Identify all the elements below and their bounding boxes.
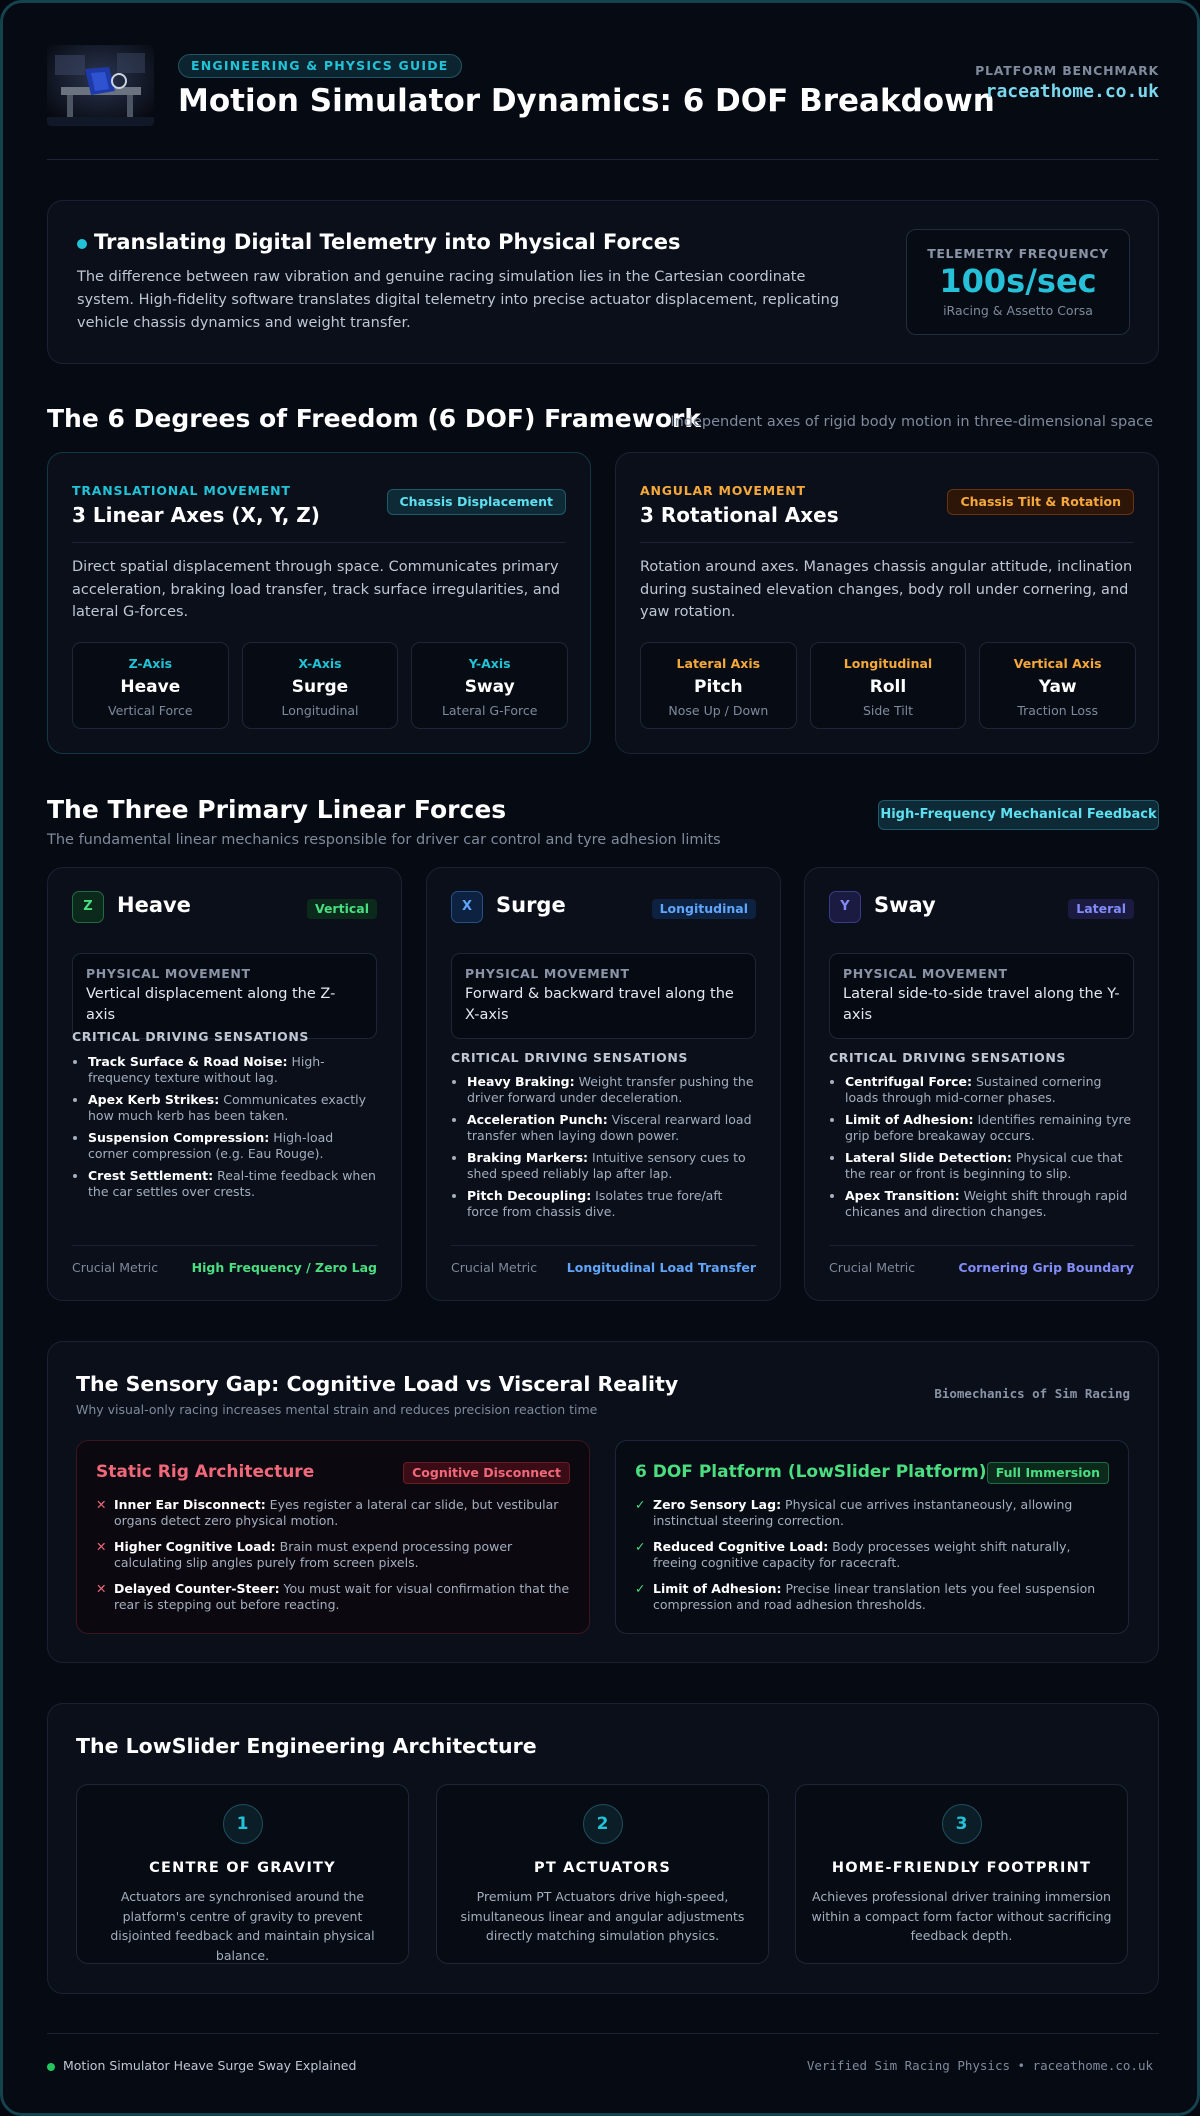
footer-right-text: Verified Sim Racing Physics • raceathome.co.uk xyxy=(806,2058,1153,2073)
axis-desc: Side Tilt xyxy=(862,703,914,718)
item-text: Physical cue arrives instantaneously, allowing instinctual steering correction. xyxy=(653,1497,1073,1528)
metric-label: Crucial Metric xyxy=(72,1260,159,1275)
list-item xyxy=(467,1112,756,1144)
footer-divider xyxy=(47,2033,1159,2034)
item-text: Communicates exactly how much kerb has been taken. xyxy=(88,1092,367,1123)
translational-text: Direct spatial displacement through space. Communicates primary acceleration, braking load transfer, track surface irregularities, and lateral G-forces. xyxy=(72,559,561,620)
movement-text: Vertical displacement along the Z-axis xyxy=(86,986,336,1023)
metric-value: Longitudinal Load Transfer xyxy=(566,1260,756,1275)
item-title: Acceleration Punch: xyxy=(467,1112,608,1127)
category-pill: ENGINEERING & PHYSICS GUIDE xyxy=(178,54,462,78)
force-card-surge xyxy=(426,867,781,1301)
static-rig-list xyxy=(96,1497,570,1623)
list-item xyxy=(96,1581,570,1613)
telemetry-source: iRacing & Assetto Corsa xyxy=(943,303,1093,318)
rotational-axes xyxy=(640,642,1136,729)
axis-label: Vertical Axis xyxy=(1013,656,1102,671)
movement-text: Forward & backward travel along the X-axis xyxy=(465,986,734,1023)
item-title: Heavy Braking: xyxy=(467,1074,575,1089)
divider xyxy=(451,1245,756,1246)
force-name: Sway xyxy=(874,893,936,917)
sensations-heading: CRITICAL DRIVING SENSATIONS xyxy=(72,1029,310,1044)
force-card-heave xyxy=(47,867,402,1301)
axis-label: Y-Axis xyxy=(468,656,511,671)
architecture-card xyxy=(47,1703,1159,1994)
column-heading: PT ACTUATORS xyxy=(534,1860,671,1876)
item-text: Visceral rearward load transfer when laying down power. xyxy=(467,1112,752,1143)
metric-label: Crucial Metric xyxy=(829,1260,916,1275)
telemetry-label: TELEMETRY FREQUENCY xyxy=(927,246,1109,261)
axis-tile-pitch xyxy=(640,642,797,729)
simulator-photo xyxy=(47,45,154,126)
item-title: Track Surface & Road Noise: xyxy=(88,1054,288,1069)
platform-list xyxy=(635,1497,1109,1623)
intro-card xyxy=(47,200,1159,364)
axis-name: Roll xyxy=(869,677,907,697)
dof-section-title: The 6 Degrees of Freedom (6 DOF) Framework xyxy=(47,404,701,433)
axis-name: Pitch xyxy=(694,677,743,697)
item-title: Apex Transition: xyxy=(845,1188,960,1203)
angular-card xyxy=(615,452,1159,754)
item-title: Delayed Counter-Steer: xyxy=(114,1581,280,1596)
axis-label: X-Axis xyxy=(298,656,342,671)
cross-icon: ✕ xyxy=(96,1539,107,1554)
axis-desc: Vertical Force xyxy=(108,703,193,718)
axis-desc: Lateral G-Force xyxy=(441,703,538,718)
axis-name: Sway xyxy=(464,677,515,697)
item-text: Brain must expend processing power calculating slip angles purely from screen pixels. xyxy=(114,1539,513,1570)
footer-left-text: Motion Simulator Heave Surge Sway Explained xyxy=(63,2058,357,2073)
translational-card xyxy=(47,452,591,754)
cross-icon: ✕ xyxy=(96,1497,107,1512)
axis-desc: Longitudinal xyxy=(281,703,359,718)
step-number: 1 xyxy=(223,1804,263,1844)
item-text: Real-time feedback when the car settles over crests. xyxy=(88,1168,376,1199)
list-item xyxy=(845,1112,1134,1144)
item-text: Precise linear translation lets you feel suspension compression and road adhesion thresholds. xyxy=(653,1581,1096,1612)
step-number: 3 xyxy=(942,1804,982,1844)
metric-label: Crucial Metric xyxy=(451,1260,538,1275)
gap-title: The Sensory Gap: Cognitive Load vs Visceral Reality xyxy=(76,1372,679,1396)
axis-tile-yaw xyxy=(979,642,1136,729)
architecture-title: The LowSlider Engineering Architecture xyxy=(76,1734,537,1758)
gap-tag: Biomechanics of Sim Racing xyxy=(934,1386,1130,1401)
list-item xyxy=(845,1188,1134,1220)
mechanical-feedback-badge: High-Frequency Mechanical Feedback xyxy=(878,800,1159,830)
axis-name: Yaw xyxy=(1038,677,1077,697)
angular-heading: 3 Rotational Axes xyxy=(640,503,839,527)
benchmark-site-link[interactable]: raceathome.co.uk xyxy=(985,81,1159,102)
header xyxy=(47,45,1159,160)
axis-tile-heave xyxy=(72,642,229,729)
divider xyxy=(72,542,566,543)
telemetry-stat xyxy=(906,229,1130,335)
check-icon: ✓ xyxy=(635,1497,646,1512)
movement-label: PHYSICAL MOVEMENT xyxy=(86,966,251,981)
column-heading: CENTRE OF GRAVITY xyxy=(149,1860,336,1876)
cognitive-disconnect-badge: Cognitive Disconnect xyxy=(403,1462,570,1484)
item-title: Lateral Slide Detection: xyxy=(845,1150,1012,1165)
sensations-list xyxy=(829,1074,1134,1226)
sensations-list xyxy=(451,1074,756,1226)
dof-section-subtitle: Independent axes of rigid body motion in three-dimensional space xyxy=(670,414,1153,430)
force-tag: Vertical xyxy=(307,899,377,919)
list-item xyxy=(88,1168,377,1200)
movement-text: Lateral side-to-side travel along the Y-axis xyxy=(843,986,1120,1023)
sensations-list xyxy=(72,1054,377,1206)
list-item xyxy=(96,1539,570,1571)
item-text: Identifies remaining tyre grip before breakaway occurs. xyxy=(845,1112,1132,1143)
item-text: High-load corner compression (e.g. Eau Rouge). xyxy=(88,1130,334,1161)
physical-movement-box xyxy=(829,953,1134,1039)
item-text: Isolates true fore/aft force from chassis dive. xyxy=(467,1188,723,1219)
item-title: Apex Kerb Strikes: xyxy=(88,1092,220,1107)
architecture-column xyxy=(76,1784,409,1964)
item-text: You must wait for visual confirmation that the rear is stepping out before reacting. xyxy=(114,1581,570,1612)
angular-text: Rotation around axes. Manages chassis angular attitude, inclination during sustained elevation changes, body roll under cornering, and yaw rotation. xyxy=(640,559,1133,620)
list-item xyxy=(88,1130,377,1162)
sensory-gap-card xyxy=(47,1341,1159,1663)
axis-tile-roll xyxy=(810,642,967,729)
divider xyxy=(829,1245,1134,1246)
list-item xyxy=(88,1092,377,1124)
page-title: Motion Simulator Dynamics: 6 DOF Breakdown xyxy=(178,83,995,119)
item-title: Higher Cognitive Load: xyxy=(114,1539,276,1554)
metric-value: High Frequency / Zero Lag xyxy=(191,1260,377,1275)
gap-subtitle: Why visual-only racing increases mental strain and reduces precision reaction time xyxy=(76,1402,598,1417)
item-text: Weight shift through rapid chicanes and direction changes. xyxy=(845,1188,1128,1219)
item-title: Braking Markers: xyxy=(467,1150,589,1165)
bullet-dot-icon xyxy=(77,239,87,249)
item-text: High-frequency texture without lag. xyxy=(88,1054,325,1085)
force-name: Heave xyxy=(117,893,191,917)
list-item xyxy=(635,1581,1109,1613)
column-heading: HOME-FRIENDLY FOOTPRINT xyxy=(831,1860,1092,1876)
column-text: Premium PT Actuators drive high-speed, simultaneous linear and angular adjustments directly matching simulation physics. xyxy=(460,1889,745,1943)
intro-text: The difference between raw vibration and genuine racing simulation lies in the Cartesian coordinate system. High-fidelity software translates digital telemetry into precise actuator displacement, replicating vehicle chassis dynamics and weight transfer. xyxy=(77,269,840,331)
sensations-heading: CRITICAL DRIVING SENSATIONS xyxy=(451,1050,689,1065)
architecture-column xyxy=(795,1784,1128,1964)
metric-value: Cornering Grip Boundary xyxy=(958,1260,1134,1275)
telemetry-value: 100s/sec xyxy=(939,262,1097,300)
force-name: Surge xyxy=(496,893,566,917)
status-dot-icon xyxy=(47,2063,55,2071)
physical-movement-box xyxy=(451,953,756,1039)
chassis-displacement-badge: Chassis Displacement xyxy=(387,489,567,515)
forces-section-subtitle: The fundamental linear mechanics responsible for driver car control and tyre adhesion limits xyxy=(47,832,721,848)
axis-tile-sway xyxy=(411,642,568,729)
item-title: Limit of Adhesion: xyxy=(653,1581,782,1596)
heave-z-icon: Z xyxy=(72,891,104,923)
list-item xyxy=(467,1074,756,1106)
item-text: Sustained cornering loads through mid-corner phases. xyxy=(845,1074,1102,1105)
force-tag: Longitudinal xyxy=(652,899,756,919)
item-title: Crest Settlement: xyxy=(88,1168,214,1183)
movement-label: PHYSICAL MOVEMENT xyxy=(843,966,1008,981)
divider xyxy=(640,542,1134,543)
translational-category: TRANSLATIONAL MOVEMENT xyxy=(72,483,291,498)
axis-desc: Nose Up / Down xyxy=(668,703,769,718)
item-text: Eyes register a lateral car slide, but vestibular organs detect zero physical motion. xyxy=(114,1497,559,1528)
surge-x-icon: X xyxy=(451,891,483,923)
item-text: Physical cue that the rear or front is beginning to slip. xyxy=(845,1150,1123,1181)
static-rig-title: Static Rig Architecture xyxy=(96,1462,315,1482)
list-item xyxy=(635,1497,1109,1529)
movement-label: PHYSICAL MOVEMENT xyxy=(465,966,630,981)
forces-section-title: The Three Primary Linear Forces xyxy=(47,795,507,824)
benchmark-label: PLATFORM BENCHMARK xyxy=(975,63,1159,78)
force-card-sway xyxy=(804,867,1159,1301)
list-item xyxy=(467,1150,756,1182)
angular-category: ANGULAR MOVEMENT xyxy=(640,483,806,498)
list-item xyxy=(635,1539,1109,1571)
axis-label: Z-Axis xyxy=(128,656,173,671)
column-text: Actuators are synchronised around the platform's centre of gravity to prevent disjointed feedback and maintain physical balance. xyxy=(110,1889,375,1963)
sway-y-icon: Y xyxy=(829,891,861,923)
item-title: Pitch Decoupling: xyxy=(467,1188,592,1203)
check-icon: ✓ xyxy=(635,1539,646,1554)
divider xyxy=(72,1245,377,1246)
axis-tile-surge xyxy=(242,642,399,729)
item-title: Limit of Adhesion: xyxy=(845,1112,974,1127)
axis-name: Surge xyxy=(291,677,349,697)
item-title: Centrifugal Force: xyxy=(845,1074,973,1089)
axis-label: Lateral Axis xyxy=(676,656,761,671)
item-title: Zero Sensory Lag: xyxy=(653,1497,782,1512)
list-item xyxy=(88,1054,377,1086)
axis-name: Heave xyxy=(120,677,181,697)
axis-label: Longitudinal xyxy=(843,656,933,671)
linear-axes xyxy=(72,642,568,729)
column-text: Achieves professional driver training immersion within a compact form factor without sacrificing feedback depth. xyxy=(811,1889,1112,1943)
platform-panel xyxy=(615,1440,1129,1634)
item-title: Reduced Cognitive Load: xyxy=(653,1539,829,1554)
architecture-column xyxy=(436,1784,769,1964)
list-item xyxy=(845,1074,1134,1106)
step-number: 2 xyxy=(583,1804,623,1844)
chassis-tilt-badge: Chassis Tilt & Rotation xyxy=(947,489,1134,515)
item-title: Inner Ear Disconnect: xyxy=(114,1497,266,1512)
intro-title: Translating Digital Telemetry into Physical Forces xyxy=(94,230,681,254)
sensations-heading: CRITICAL DRIVING SENSATIONS xyxy=(829,1050,1067,1065)
list-item xyxy=(845,1150,1134,1182)
static-rig-panel xyxy=(76,1440,590,1634)
list-item xyxy=(467,1188,756,1220)
translational-heading: 3 Linear Axes (X, Y, Z) xyxy=(72,503,320,527)
platform-title: 6 DOF Platform (LowSlider Platform) xyxy=(635,1462,987,1482)
item-text: Intuitive sensory cues to shed speed reliably lap after lap. xyxy=(467,1150,746,1181)
item-text: Body processes weight shift naturally, freeing cognitive capacity for racecraft. xyxy=(653,1539,1071,1570)
physical-movement-box xyxy=(72,953,377,1039)
force-tag: Lateral xyxy=(1068,899,1134,919)
item-text: Weight transfer pushing the driver forward under deceleration. xyxy=(467,1074,754,1105)
cross-icon: ✕ xyxy=(96,1581,107,1596)
check-icon: ✓ xyxy=(635,1581,646,1596)
full-immersion-badge: Full Immersion xyxy=(987,1462,1109,1484)
axis-desc: Traction Loss xyxy=(1017,703,1099,718)
item-title: Suspension Compression: xyxy=(88,1130,270,1145)
list-item xyxy=(96,1497,570,1529)
